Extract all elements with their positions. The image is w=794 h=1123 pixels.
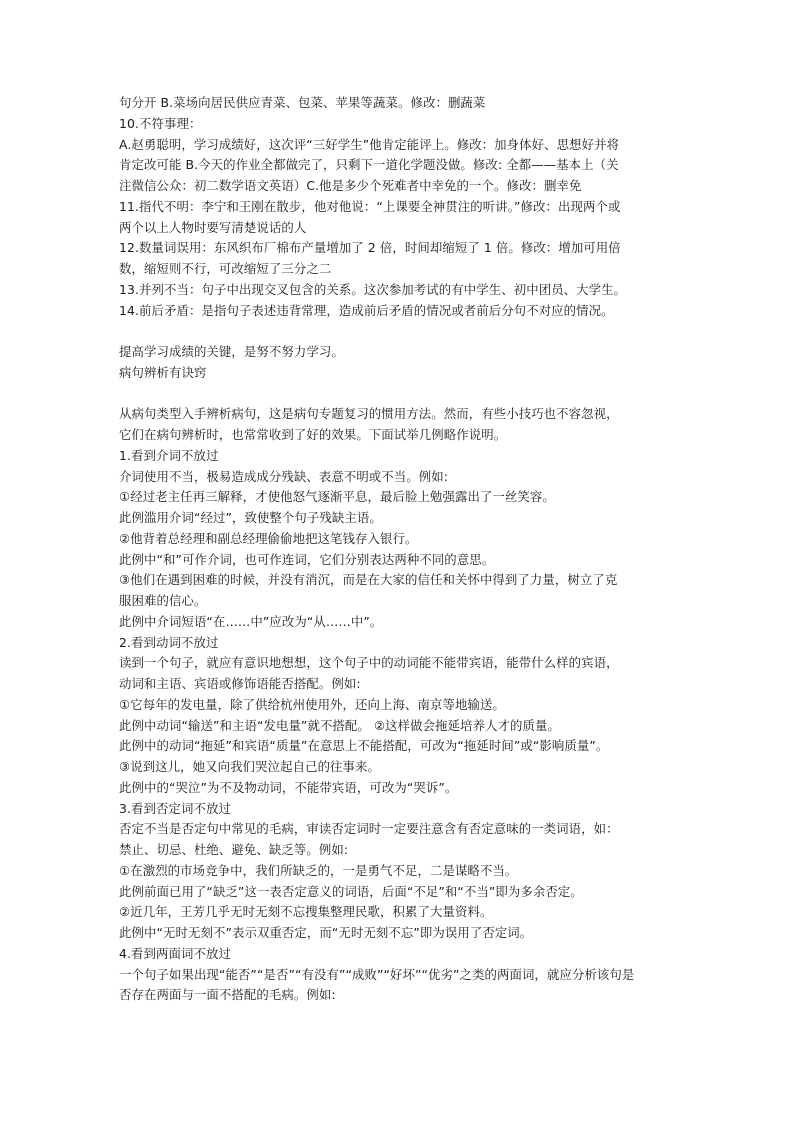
text-line: 1.看到介词不放过 — [119, 447, 219, 463]
text-line: 此例滥用介词“经过”，致使整个句子残缺主语。 — [119, 510, 382, 525]
text-line: ②近几年，王芳几乎无时无刻不忘搜集整理民歌，积累了大量资料。 — [119, 904, 493, 920]
text-line: 病句辨析有诀窍 — [119, 364, 207, 380]
document-body — [119, 93, 689, 1006]
text-line: 数，缩短则不行，可改缩短了三分之二 — [119, 261, 332, 276]
text-line: 4.看到两面词不放过 — [119, 945, 231, 961]
text-line: 它们在病句辨析时，也常常收到了好的效果。下面试举几例略作说明。 — [119, 427, 507, 442]
text-line: 此例中“无时无刻不”表示双重否定，而“无时无刻不忘”即为误用了否定词。 — [119, 925, 533, 940]
text-line: 此例前面已用了“缺乏”这一表否定意义的词语，后面“不足”和“不当”即为多余否定。 — [119, 883, 583, 899]
text-line: 禁止、切忌、杜绝、避免、缺乏等。例如: — [119, 842, 349, 857]
text-line: 此例中介词短语“在……中”应改为“从……中”。 — [119, 613, 383, 629]
text-line: 提高学习成绩的关键，是努不努力学习。 — [119, 344, 344, 359]
text-line: 注微信公众：初二数学语文英语）C.他是多少个死难者中幸免的一个。修改：删幸免 — [119, 178, 582, 193]
text-line: ①在激烈的市场竞争中，我们所缺乏的，一是勇气不足，二是谋略不当。 — [119, 862, 518, 878]
text-line: ③他们在遇到困难的时候，并没有消沉，而是在大家的信任和关怀中得到了力量，树立了克 — [119, 572, 618, 588]
text-line: 服困难的信心。 — [119, 593, 207, 608]
blank-line — [119, 384, 689, 405]
text-line: 3.看到否定词不放过 — [119, 800, 231, 816]
text-line: ①它每年的发电量，除了供给杭州使用外，还向上海、南京等地输送。 — [119, 696, 505, 712]
text-line: 从病句类型入手辨析病句，这是病句专题复习的惯用方法。然而，有些小技巧也不容忽视， — [119, 406, 619, 422]
text-line: 12.数量词误用：东风织布厂棉布产量增加了 2 倍，时间却缩短了 1 倍。修改：增加可用倍 — [119, 240, 621, 256]
text-line: 动词和主语、宾语或修饰语能否搭配。例如: — [119, 676, 361, 691]
text-line: 句分开 B.菜场向居民供应青菜、包菜、苹果等蔬菜。修改：删蔬菜 — [119, 95, 486, 110]
text-line: A.赵勇聪明，学习成绩好，这次评“三好学生”他肯定能评上。修改：加身体好、思想好并将 — [119, 136, 620, 152]
text-line: 此例中的动词“拖延”和宾语“质量”在意思上不能搭配，可改为“拖延时间”或“影响质量”。 — [119, 738, 609, 754]
blank-line — [119, 321, 689, 342]
text-line: 肯定改可能 B.今天的作业全都做完了，只剩下一道化学题没做。修改: 全都——基本上（关 — [119, 157, 619, 173]
text-line: 14.前后矛盾：是指句子表述违背常理，造成前后矛盾的情况或者前后分句不对应的情况。 — [119, 302, 614, 318]
text-line: 否存在两面与一面不搭配的毛病。例如: — [119, 987, 336, 1003]
text-line: 此例中动词“输送”和主语“发电量”就不搭配。 ②这样做会拖延培养人才的质量。 — [119, 717, 561, 733]
text-line: ①经过老主任再三解释，才使他怒气逐渐平息，最后脸上勉强露出了一丝笑容。 — [119, 489, 555, 505]
text-line: ②他背着总经理和副总经理偷偷地把这笔钱存入银行。 — [119, 530, 418, 546]
text-line: 此例中的“哭泣”为不及物动词，不能带宾语，可改为“哭诉”。 — [119, 779, 458, 795]
text-line: 此例中“和”可作介词，也可作连词，它们分别表达两种不同的意思。 — [119, 551, 495, 567]
text-line: 一个句子如果出现“能否”“是否”“有没有”“成败”“好坏”“优劣”之类的两面词，就应分析该句是 — [119, 966, 635, 982]
text-line: 读到一个句子，就应有意识地想想，这个句子中的动词能不能带宾语，能带什么样的宾语， — [119, 655, 619, 671]
text-line: 13.并列不当：句子中出现交叉包含的关系。这次参加考试的有中学生、初中团员、大学生。 — [119, 281, 627, 297]
text-line: ③说到这儿，她又向我们哭泣起自己的往事来。 — [119, 759, 381, 774]
text-line: 两个以上人物时要写清楚说话的人 — [119, 219, 307, 235]
text-line: 11.指代不明：李宁和王刚在散步，他对他说：“上课要全神贯注的听讲。”修改：出现两个或 — [119, 198, 621, 214]
text-line: 否定不当是否定句中常见的毛病，审读否定词时一定要注意含有否定意味的一类词语，如： — [119, 821, 619, 837]
text-line: 介词使用不当，极易造成成分残缺、表意不明或不当。例如: — [119, 468, 449, 484]
text-line: 2.看到动词不放过 — [119, 634, 219, 650]
text-line: 10.不符事理： — [119, 115, 202, 131]
